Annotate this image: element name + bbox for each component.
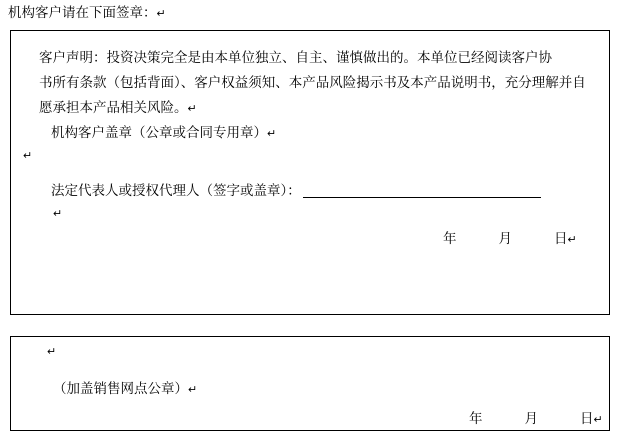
date-month-label: 月 — [498, 231, 512, 246]
paragraph-mark-icon: ↵ — [47, 346, 57, 358]
declaration-line-2: 书所有条款（包括背面）、客户权益须知、本产品风险揭示书及本产品说明书，充分理解并自 — [39, 75, 586, 90]
date-day-label: 日 — [554, 231, 568, 246]
sales-outlet-date-row — [469, 407, 603, 427]
date-year-label: 年 — [443, 231, 457, 246]
organization-seal-line — [51, 121, 276, 141]
client-declaration-box — [10, 30, 610, 315]
paragraph-mark-icon: ↵ — [156, 8, 166, 20]
paragraph-mark-icon: ↵ — [187, 103, 197, 115]
date-day-label: 日 — [580, 411, 594, 426]
declaration-line-1: 客户声明：投资决策完全是由本单位独立、自主、谨慎做出的。本单位已经阅读客户协 — [39, 50, 552, 65]
client-date-row — [443, 227, 577, 247]
paragraph-mark-icon: ↵ — [188, 384, 198, 396]
declaration-line-3-text: 愿承担本产品相关风险。 — [39, 100, 188, 115]
sales-outlet-stamp-note — [53, 377, 197, 397]
paragraph-mark-icon: ↵ — [567, 234, 577, 246]
date-year-label: 年 — [469, 411, 483, 426]
paragraph-mark-icon: ↵ — [267, 128, 277, 140]
declaration-paragraph — [39, 45, 591, 122]
paragraph-mark-icon: ↵ — [593, 414, 603, 426]
date-month-label: 月 — [524, 411, 538, 426]
sales-outlet-stamp-label: （加盖销售网点公章） — [53, 381, 188, 396]
paragraph-mark-icon: ↵ — [53, 208, 63, 220]
legal-representative-line — [51, 179, 541, 199]
page-title-text: 机构客户请在下面签章： — [8, 5, 157, 20]
sales-outlet-stamp-box — [10, 336, 610, 431]
paragraph-mark-icon: ↵ — [23, 150, 33, 162]
declaration-line-3 — [39, 95, 591, 122]
legal-representative-label: 法定代表人或授权代理人（签字或盖章）： — [51, 183, 301, 198]
organization-seal-label: 机构客户盖章（公章或合同专用章） — [51, 125, 267, 140]
signature-underline[interactable] — [303, 197, 541, 198]
page-title — [8, 4, 166, 23]
stamp-box-top-mark — [47, 345, 56, 358]
empty-paragraph-mark-2 — [53, 207, 62, 220]
empty-paragraph-mark-1 — [23, 149, 32, 162]
